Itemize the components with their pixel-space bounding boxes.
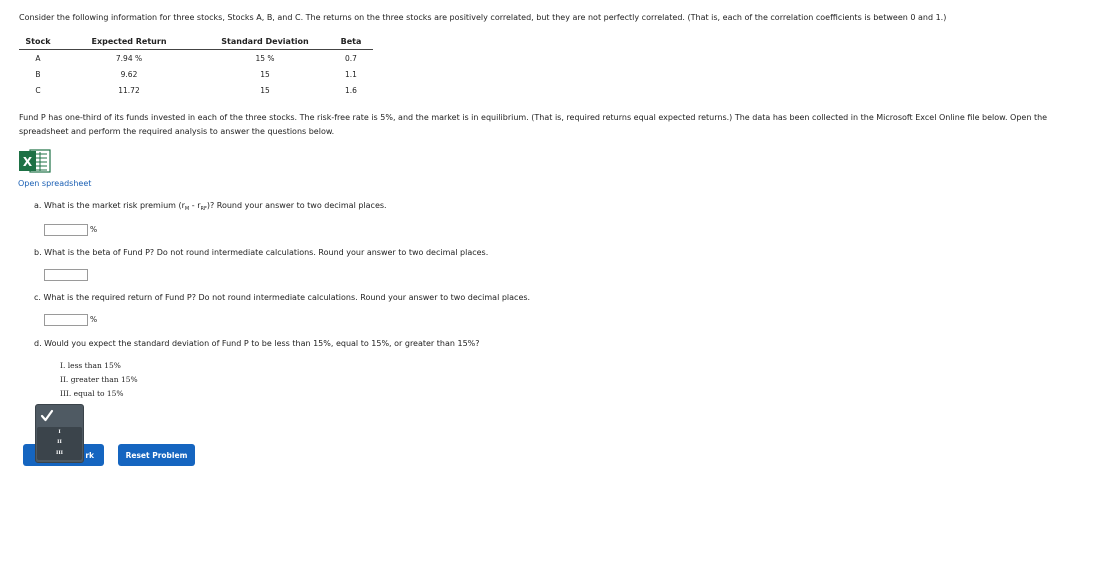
dropdown-option-iii[interactable]: III bbox=[55, 450, 64, 456]
question-a-sub-m: M bbox=[184, 206, 190, 212]
question-d: d. Would you expect the standard deviation of Fund P to be less than 15%, equal to 15%, or greater than 15%? bbox=[34, 339, 480, 348]
question-c: c. What is the required return of Fund P? Do not round intermediate calculations. Round your answer to two decimal places. bbox=[34, 293, 531, 302]
dropdown-option-i[interactable]: I bbox=[58, 429, 61, 435]
cell-expected-return: 11.72 bbox=[118, 85, 140, 95]
question-a-suffix: )? Round your answer to two decimal places. bbox=[206, 201, 387, 210]
question-a-prefix: a. What is the market risk premium (r bbox=[34, 201, 185, 210]
cell-standard-deviation: 15 % bbox=[255, 53, 275, 63]
open-spreadsheet-link[interactable]: Open spreadsheet bbox=[18, 179, 92, 188]
answer-a-unit: % bbox=[90, 225, 98, 234]
excel-icon-letter: X bbox=[22, 155, 33, 169]
question-a-sub-rf: RF bbox=[200, 206, 207, 212]
header-stock: Stock bbox=[19, 34, 57, 50]
cell-beta: 1.1 bbox=[345, 69, 357, 79]
cell-beta: 1.6 bbox=[345, 85, 357, 95]
cell-stock: B bbox=[35, 69, 41, 79]
excel-icon[interactable] bbox=[19, 148, 51, 174]
cell-expected-return: 7.94 % bbox=[115, 53, 143, 63]
question-a bbox=[34, 201, 387, 212]
stock-table bbox=[19, 34, 373, 98]
dropdown-option-ii[interactable]: II bbox=[57, 439, 62, 445]
cell-stock: C bbox=[35, 85, 41, 95]
header-expected-return: Expected Return bbox=[57, 34, 201, 50]
table-row bbox=[19, 50, 373, 67]
problem-paragraph: Fund P has one-third of its funds invested in each of the three stocks. The risk-free rate is 5%, and the market is in equilibrium. (That is, required returns equal expected returns.) The data has been collected in the Microsoft Excel Online file below. Open the spreadsheet and perform the required analysis to answer the questions below. bbox=[19, 113, 1048, 136]
option-ii: II. greater than 15% bbox=[60, 375, 138, 384]
answer-c-unit: % bbox=[90, 315, 98, 324]
cell-expected-return: 9.62 bbox=[120, 69, 138, 79]
answer-dropdown-popup[interactable] bbox=[35, 404, 84, 463]
table-row bbox=[19, 66, 373, 82]
option-i: I. less than 15% bbox=[60, 361, 121, 370]
question-b: b. What is the beta of Fund P? Do not round intermediate calculations. Round your answer to two decimal places. bbox=[34, 248, 489, 257]
table-row bbox=[19, 82, 373, 98]
question-a-mid: - r bbox=[189, 201, 201, 210]
header-beta: Beta bbox=[329, 34, 373, 50]
option-iii: III. equal to 15% bbox=[60, 389, 124, 398]
check-work-label: rk bbox=[85, 450, 94, 460]
intro-text: Consider the following information for three stocks, Stocks A, B, and C. The returns on the three stocks are positively correlated, but they are not perfectly correlated. (That is, each of the correlation coefficients is between 0 and 1.) bbox=[19, 13, 947, 22]
answer-b-input[interactable] bbox=[44, 269, 88, 281]
cell-beta: 0.7 bbox=[345, 53, 357, 63]
cell-standard-deviation: 15 bbox=[260, 85, 270, 95]
table-header-row bbox=[19, 34, 373, 50]
checkmark-icon bbox=[40, 409, 54, 423]
dropdown-options-list bbox=[37, 427, 82, 460]
cell-stock: A bbox=[35, 53, 41, 63]
answer-c-input[interactable] bbox=[44, 314, 88, 326]
reset-problem-button[interactable]: Reset Problem bbox=[118, 444, 195, 466]
answer-a-input[interactable] bbox=[44, 224, 88, 236]
cell-standard-deviation: 15 bbox=[260, 69, 270, 79]
header-standard-deviation: Standard Deviation bbox=[201, 34, 329, 50]
